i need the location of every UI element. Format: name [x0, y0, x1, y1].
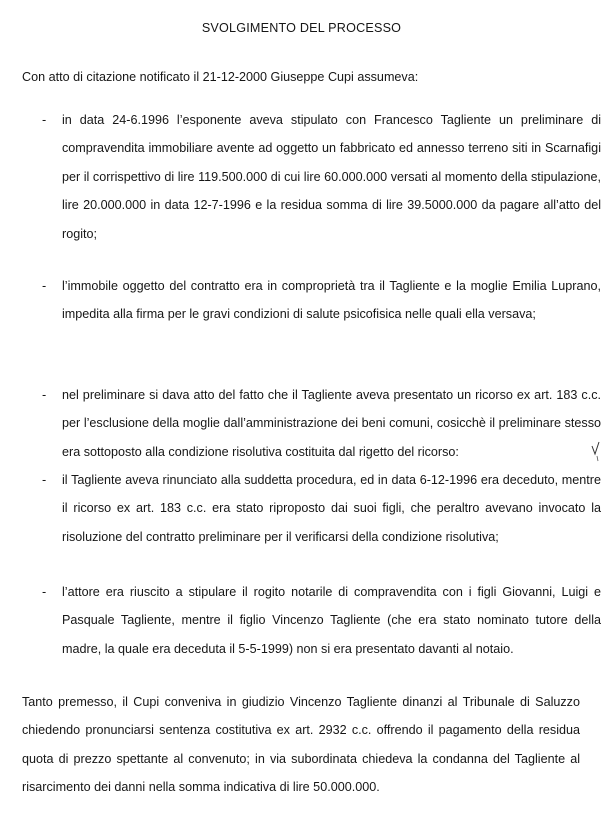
closing-paragraph: Tanto premesso, il Cupi conveniva in giudizio Vincenzo Tagliente dinanzi al Tribunale di Saluzzo chiedendo pronunciarsi sentenza costitutiva ex art. 2932 c.c. offrendo il pagamento della residua quota di prezzo spettante al convenuto; in via subordinata chiedeva la condanna del Tagliente al risarcimento dei danni nella somma indicativa di lire 50.000.000.: [22, 695, 580, 795]
list-dash: -: [42, 388, 47, 402]
list-dash: -: [42, 473, 47, 487]
list-dash: -: [42, 279, 47, 293]
list-item-text: l’immobile oggetto del contratto era in comproprietà tra il Tagliente e la moglie Emilia Luprano, impedita alla firma per le gravi condizioni di salute psicofisica nelle quali ella versava;: [62, 279, 601, 322]
list-dash: -: [42, 113, 47, 127]
list-dash: -: [42, 585, 47, 599]
section-heading: SVOLGIMENTO DEL PROCESSO: [201, 21, 402, 35]
handwritten-margin-mark: [589, 434, 603, 464]
intro-paragraph: Con atto di citazione notificato il 21-12-2000 Giuseppe Cupi assumeva:: [22, 70, 419, 84]
list-item-text: l’attore era riuscito a stipulare il rogito notarile di compravendita con i figli Giovanni, Luigi e Pasquale Tagliente, mentre il figlio Vincenzo Tagliente (che era stato nominato tutore della madre, la quale era deceduta il 5-5-1999) non si era presentato davanti al notaio.: [62, 585, 601, 656]
list-item-text: in data 24-6.1996 l’esponente aveva stipulato con Francesco Tagliente un preliminare di compravendita immobiliare avente ad oggetto un fabbricato ed annesso terreno siti in Scarnafigi per il corrispettivo di lire 119.500.000 di cui lire 60.000.000 versati al momento della stipulazione, lire 20.000.000 in data 12-7-1996 e la residua somma di lire 39.5000.000 da pagare all’atto del rogito;: [62, 113, 601, 241]
list-item-text: il Tagliente aveva rinunciato alla suddetta procedura, ed in data 6-12-1996 era deceduto, mentre il ricorso ex art. 183 c.c. era stato riproposto dai suoi figli, che peraltro avevano invocato la risoluzione del contratto preliminare per il verificarsi della condizione risolutiva;: [62, 473, 601, 544]
list-item-text: nel preliminare si dava atto del fatto che il Tagliente aveva presentato un ricorso ex art. 183 c.c. per l’esclusione della moglie dall’amministrazione dei beni comuni, cosicchè il preliminare stesso era sottoposto alla condizione risolutiva costituita dal rigetto del ricorso:: [62, 388, 601, 459]
